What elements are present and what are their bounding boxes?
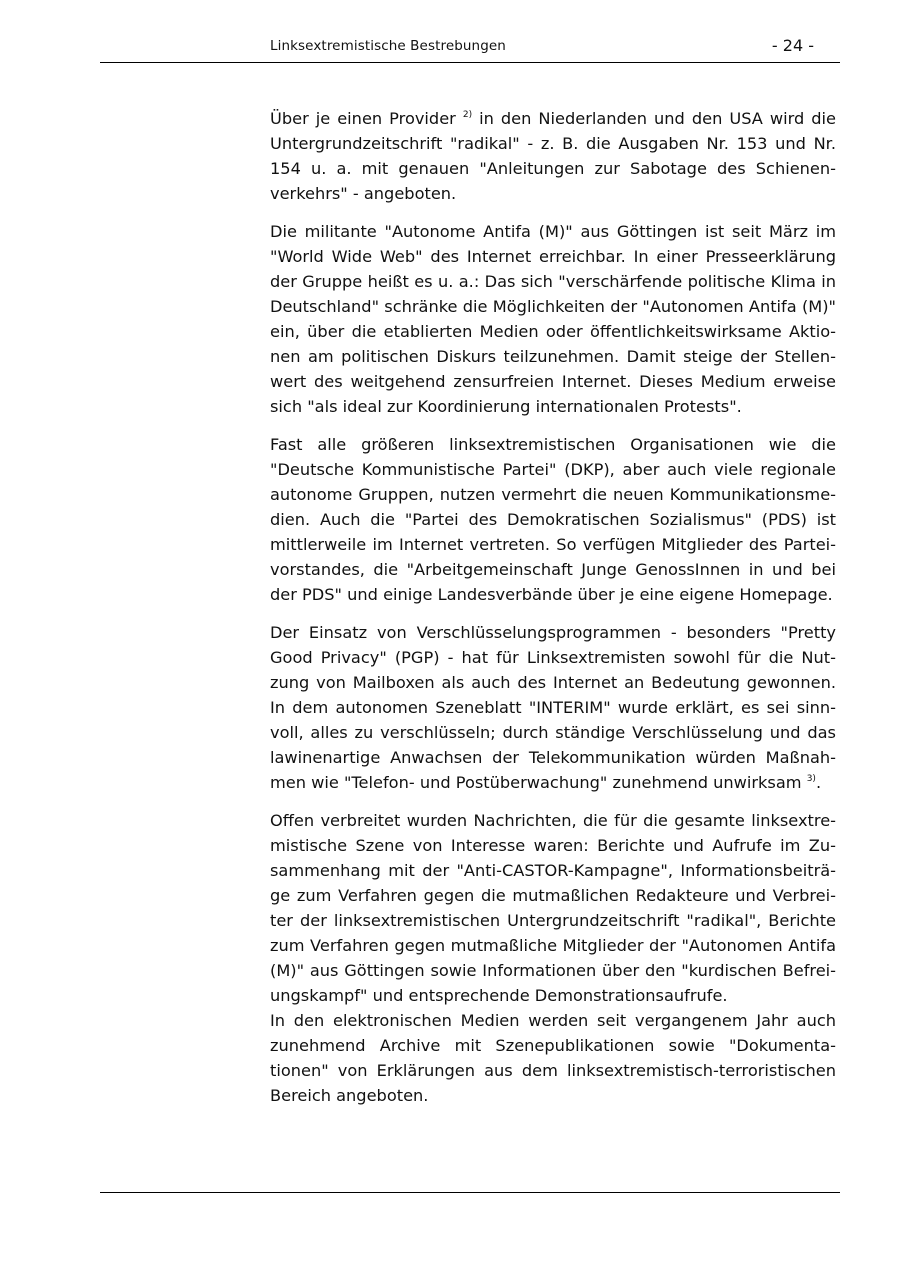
footnote-ref-2[interactable]: 2) bbox=[462, 110, 473, 120]
paragraph-text: Der Einsatz von Verschlüsselungsprogrammen - besonders "Pretty Good Privacy" (PGP) - hat für Linksextremisten sowohl für die Nutzung von Mailboxen als auch des Internet an Bedeutung gewonnen. In dem autonomen Szeneblatt "INTERIM" wurde erklärt, es sei sinnvoll, alles zu verschlüsseln; durch ständige Verschlüsselung und das lawinenartige Anwachsen der Telekommunikation würden Maßnahmen wie "Telefon- und Postüberwachung" zunehmend unwirksam bbox=[270, 623, 836, 792]
running-header-title: Linksextremistische Bestrebungen bbox=[270, 38, 506, 54]
paragraph-electronic-archives: In den elektronischen Medien werden seit vergangenem Jahr auch zunehmend Archive mit Szenepublikationen sowie "Dokumentationen" von Erklärungen aus dem linksextremistisch-terroristischen Bereich angeboten. bbox=[270, 1011, 836, 1105]
page-number: - 24 - bbox=[771, 36, 814, 55]
paragraph-encryption bbox=[270, 620, 836, 795]
footnote-ref-3[interactable]: 3) bbox=[806, 774, 816, 784]
page-header bbox=[100, 36, 840, 63]
document-body bbox=[270, 106, 836, 1121]
paragraph-news-scene: Offen verbreitet wurden Nachrichten, die für die gesamte linksextremistische Szene von Interesse waren: Berichte und Aufrufe im Zusammenhang mit der "Anti-CASTOR-Kampagne", Informationsbeiträge zum Verfahren gegen die mutmaßlichen Redakteure und Verbreiter der linksextremistischen Untergrundzeitschrift "radikal", Berichte zum Verfahren gegen mutmaßliche Mitglieder der "Autonomen Antifa (M)" aus Göttingen sowie Informationen über den "kurdischen Befreiungskampf" und entsprechende Demonstrationsaufrufe. bbox=[270, 811, 836, 1005]
paragraph-organisations-internet: Fast alle größeren linksextremistischen Organisationen wie die "Deutsche Kommunistische Partei" (DKP), aber auch viele regionale autonome Gruppen, nutzen vermehrt die neuen Kommunikationsmedien. Auch die "Partei des Demokratischen Sozialismus" (PDS) ist mittlerweile im Internet vertreten. So verfügen Mitglieder des Parteivorstandes, die "Arbeitgemeinschaft Junge GenossInnen in und bei der PDS" und einige Landesverbände über je eine eigene Homepage. bbox=[270, 435, 836, 604]
paragraph-provider-radikal bbox=[270, 106, 836, 206]
paragraph-text: in den Niederlanden und den USA wird die Untergrundzeitschrift "radikal" - z. B. die Ausgaben Nr. 153 und Nr. 154 u. a. mit genauen "Anleitungen zur Sabotage des Schienenverkehrs" - angeboten. bbox=[270, 109, 836, 203]
footer-divider bbox=[100, 1192, 840, 1193]
paragraph-autonome-antifa: Die militante "Autonome Antifa (M)" aus Göttingen ist seit März im "World Wide Web" des Internet erreichbar. In einer Presseerklärung der Gruppe heißt es u. a.: Das sich "verschärfende politische Klima in Deutschland" schränke die Möglichkeiten der "Autonomen Antifa (M)" ein, über die etablierten Medien oder öffentlichkeitswirksame Aktionen am politischen Diskurs teilzunehmen. Damit steige der Stellenwert des weitgehend zensurfreien Internet. Dieses Medium erweise sich "als ideal zur Koordinierung internationalen Protests". bbox=[270, 222, 836, 416]
paragraph-text: Über je einen Provider bbox=[270, 109, 463, 128]
paragraph-text: . bbox=[815, 773, 822, 792]
